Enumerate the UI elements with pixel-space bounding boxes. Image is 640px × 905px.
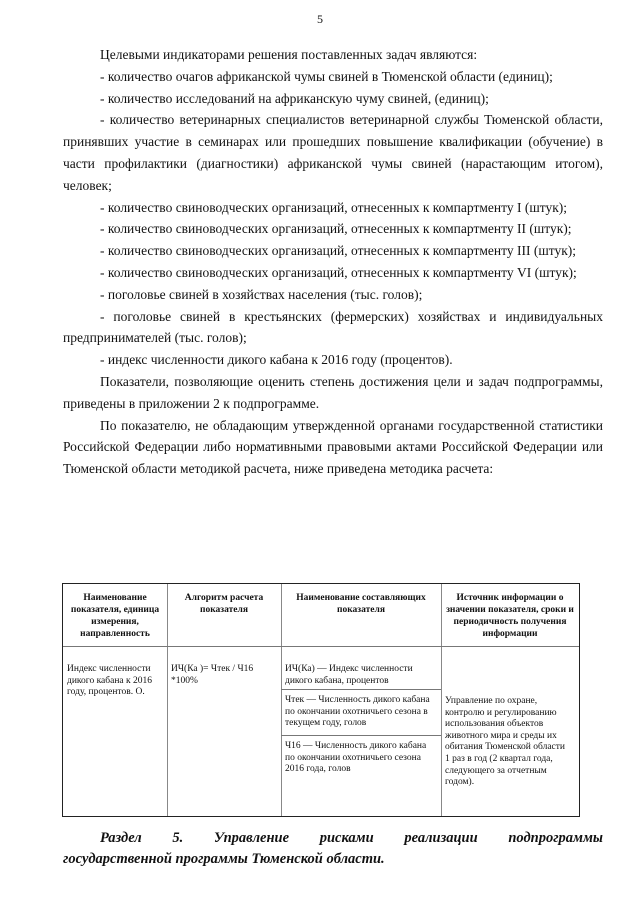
section-word: подпрограммы	[508, 830, 603, 846]
component-divider	[281, 689, 441, 690]
table-column	[167, 584, 282, 816]
table-header-source: Источник информации о значении показателя, сроки и периодичность получения информации	[446, 593, 574, 639]
indicator-item: - количество свиноводческих организаций, отнесенных к компартменту II (штук);	[100, 221, 572, 237]
table-header-components: Наименование составляющих показателя	[296, 593, 426, 615]
section-heading-line2: государственной программы Тюменской области.	[63, 851, 385, 867]
component-row: ИЧ(Ка) — Индекс численности дикого кабана, процентов	[285, 664, 413, 686]
table-header-divider	[63, 646, 579, 647]
component-row: Ч16 — Численность дикого кабана по окончании охотничьего сезона 2016 года, голов	[285, 741, 427, 774]
source-cell: Управление по охране, контролю и регулированию использования объектов животного мира и среды их обитания Тюменской области	[445, 696, 565, 752]
paragraph-methodology: По показателю, не обладающим утвержденной органами государственной статистики Российской Федерации либо нормативными правовыми актами Российской Федерации или Тюменской области методикой расчета, ниже приведена методика расчета:	[63, 417, 603, 477]
section-word: Раздел	[100, 830, 142, 846]
section-word: 5.	[172, 830, 184, 846]
indicator-item: - количество очагов африканской чумы свиней в Тюменской области (единиц);	[100, 68, 553, 84]
component-divider	[281, 735, 441, 736]
methodology-table	[62, 583, 580, 817]
periodicity-cell: 1 раз в год (2 квартал года, следующего за отчетным годом).	[445, 754, 553, 787]
component-row: Чтек — Численность дикого кабана по окончании охотничьего сезона в текущем году, голов	[285, 695, 430, 728]
indicator-item: - количество свиноводческих организаций, отнесенных к компартменту I (штук);	[100, 199, 568, 215]
section-word: реализации	[404, 830, 478, 846]
indicator-name-cell: Индекс численности дикого кабана к 2016 году, процентов. О.	[67, 664, 152, 697]
indicator-item: - индекс численности дикого кабана к 2016 году (процентов).	[100, 352, 453, 368]
indicator-item: - количество ветеринарных специалистов ветеринарной службы Тюменской области, принявших участие в семинарах или прошедших повышение квалификации (обучение) в части профилактики (диагностики) африканской чумы свиней (нарастающим итогом), человек;	[63, 112, 603, 193]
indicator-item: - количество свиноводческих организаций, отнесенных к компартменту III (штук);	[100, 243, 577, 259]
indicator-item: - поголовье свиней в крестьянских (фермерских) хозяйствах и индивидуальных предпринимателей (тыс. голов);	[63, 308, 603, 346]
page-number: 5	[317, 12, 323, 26]
section-word: рисками	[319, 830, 374, 846]
section-heading	[63, 828, 603, 870]
section-heading-line1	[63, 828, 603, 849]
paragraph-indicators-reference: Показатели, позволяющие оценить степень достижения цели и задач подпрограммы, приведены в приложении 2 к подпрограмме.	[63, 373, 603, 411]
document-body	[63, 44, 603, 480]
intro-paragraph: Целевыми индикаторами решения поставленных задач являются:	[100, 47, 478, 62]
section-word: Управление	[213, 830, 290, 846]
table-header-indicator: Наименование показателя, единица измерения, направленность	[70, 593, 160, 639]
indicator-item: - количество исследований на африканскую чуму свиней, (единиц);	[100, 90, 489, 106]
table-header-algorithm: Алгоритм расчета показателя	[184, 593, 264, 615]
algorithm-cell: ИЧ(Ка )= Чтек / Ч16 *100%	[171, 664, 254, 686]
indicator-item: - поголовье свиней в хозяйствах населения (тыс. голов);	[100, 286, 423, 302]
indicator-item: - количество свиноводческих организаций, отнесенных к компартменту VI (штук);	[100, 264, 577, 280]
